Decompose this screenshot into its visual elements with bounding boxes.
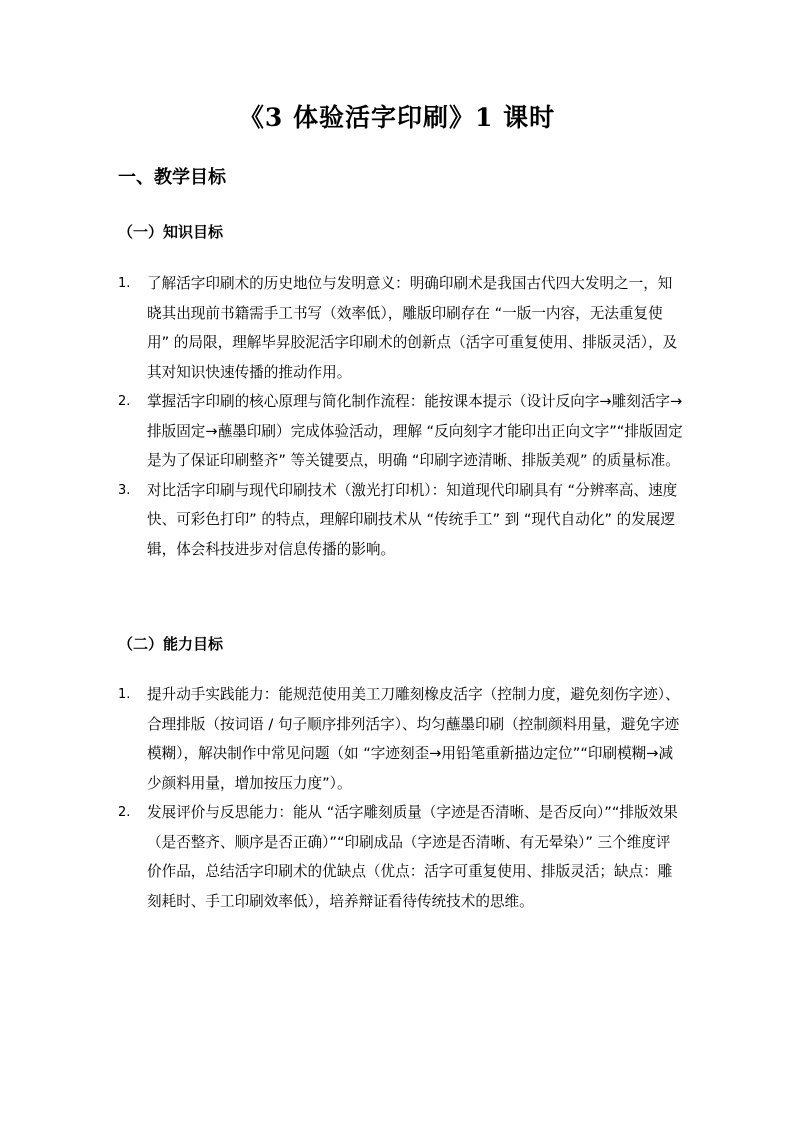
list-item-text: 发展评价与反思能力：能从 “活字雕刻质量（字迹是否清晰、是否反向）”“排版效果（是否整齐、顺序是否正确）”“印刷成品（字迹是否清晰、有无晕染）” 三个维度评价作品，总结活字印刷术的优缺点（优点：活字可重复使用、排版灵活；缺点：雕刻耗时、手工印刷效率低），培养辩证看待传统技术的思维。 (147, 804, 678, 910)
list-item-number: 1. (118, 687, 131, 702)
list-item-text: 对比活字印刷与现代印刷技术（激光打印机）：知道现代印刷具有 “分辨率高、速度快、可彩色打印” 的特点，理解印刷技术从 “传统手工” 到 “现代自动化” 的发展逻辑，体会科技进步对信息传播的影响。 (147, 481, 678, 558)
list-item-text: 提升动手实践能力：能规范使用美工刀雕刻橡皮活字（控制力度，避免刻伤字迹）、合理排版（按词语 / 句子顺序排列活字）、均匀蘸墨印刷（控制颜料用量，避免字迹模糊），解决制作中常见问题（如 “字迹刻歪→用铅笔重新描边定位”“印刷模糊→减少颜料用量，增加按压力度”）。 (147, 686, 680, 792)
subsection-heading-knowledge: （一）知识目标 (118, 223, 224, 241)
document-title: 《3 体验活字印刷》1 课时 (238, 103, 556, 132)
list-item (118, 680, 684, 798)
list-item-number: 2. (118, 394, 131, 409)
list-item-number: 3. (118, 482, 131, 498)
section-heading-teaching-goals: 一、教学目标 (118, 167, 226, 188)
list-item-number: 1. (118, 276, 131, 291)
list-item (118, 387, 684, 476)
list-item (118, 269, 684, 387)
list-item-number: 2. (118, 805, 131, 820)
list-item-text: 了解活字印刷术的历史地位与发明意义：明确印刷术是我国古代四大发明之一，知晓其出现前书籍需手工书写（效率低），雕版印刷存在 “一版一内容，无法重复使用” 的局限，理解毕昇胶泥活字印刷术的创新点（活字可重复使用、排版灵活），及其对知识快速传播的推动作用。 (147, 275, 678, 381)
list-item (118, 798, 684, 916)
knowledge-goals-list (118, 269, 684, 564)
list-item-text: 掌握活字印刷的核心原理与简化制作流程：能按课本提示（设计反向字→雕刻活字→排版固定→蘸墨印刷）完成体验活动，理解 “反向刻字才能印出正向文字”“排版固定是为了保证印刷整齐” 等关键要点，明确 “印刷字迹清晰、排版美观” 的质量标准。 (147, 393, 683, 469)
list-item (118, 476, 684, 565)
ability-goals-list (118, 680, 684, 916)
subsection-heading-ability: （二）能力目标 (118, 635, 224, 653)
